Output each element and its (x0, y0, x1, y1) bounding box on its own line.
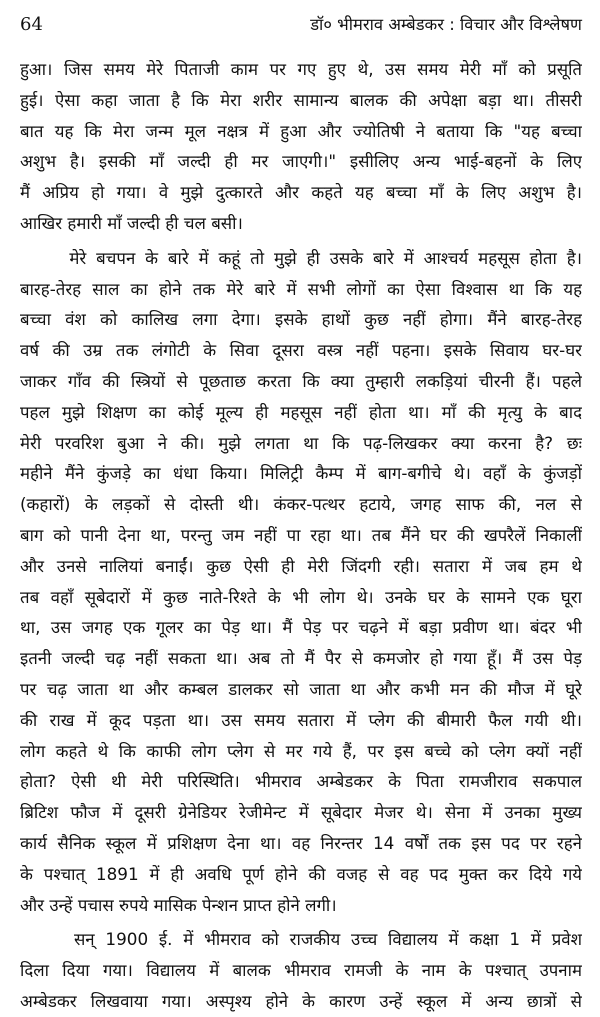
text-line: के पश्चात् 1891 में ही अवधि पूर्ण होने की वजह से वह पद मुक्त कर दिये गये (20, 863, 582, 884)
text-line: दिला दिया गया। विद्यालय में बालक भीमराव रामजी के नाम के पश्चात् उपनाम (20, 960, 582, 981)
text-line: बारह-तेरह साल का होने तक मेरे बारे में सभी लोगों का ऐसा विश्वास था कि यह (20, 278, 582, 299)
text-line: कार्य सैनिक स्कूल में प्रशिक्षण देना था। वह निरन्तर 14 वर्षों तक इस पद पर रहने (20, 832, 582, 853)
text-line: आखिर हमारी माँ जल्दी ही चल बसी। (20, 212, 243, 233)
text-line: सन् 1900 ई. में भीमराव को राजकीय उच्च विद्यालय में कक्षा 1 में प्रवेश (20, 929, 582, 950)
text-line: महीने मैंने कुंजड़े का धंधा किया। मिलिट्री कैम्प में बाग-बगीचे थे। वहाँ के कुंजड़ों (20, 463, 582, 484)
text-line: था, उस जगह एक गूलर का पेड़ था। मैं पेड़ पर चढ़ने में बड़ा प्रवीण था। बंदर भी (20, 617, 582, 638)
paragraph-3 (20, 924, 582, 1016)
text-line: इतनी जल्दी चढ़ नहीं सकता था। अब तो मैं पैर से कमजोर हो गया हूँ। मैं उस पेड़ (20, 648, 582, 669)
body-text (20, 54, 582, 1017)
text-line: बात यह कि मेरा जन्म मूल नक्षत्र में हुआ और ज्योतिषी ने बताया कि "यह बच्चा (20, 120, 582, 141)
text-line: पहल मुझे शिक्षण का कोई मूल्य ही महसूस नहीं होता था। माँ की मृत्यु के बाद (20, 401, 582, 422)
text-line: जाकर गाँव की स्त्रियों से पूछताछ करता कि क्या तुम्हारी लकड़ियां चीरनी हैं। पहले (20, 370, 582, 391)
text-line: हुई। ऐसा कहा जाता है कि मेरा शरीर सामान्य बालक की अपेक्षा बड़ा था। तीसरी (20, 89, 582, 110)
text-line: हुआ। जिस समय मेरे पिताजी काम पर गए हुए थे, उस समय मेरी माँ को प्रसूति (20, 59, 582, 79)
text-line: (कहारों) के लड़कों से दोस्ती थी। कंकर-पत्थर हटाये, जगह साफ की, नल से (20, 494, 582, 515)
text-line: मेरे बचपन के बारे में कहूं तो मुझे ही उसके बारे में आश्चर्य महसूस होता है। (20, 247, 582, 268)
text-line: ब्रिटिश फौज में दूसरी ग्रेनेडियर रेजीमेन्ट में सूबेदार मेजर थे। सेना में उनका मुख्य (20, 802, 582, 823)
text-line: मैं अप्रिय हो गया। वे मुझे दुत्कारते और कहते यह बच्चा माँ के लिए अशुभ है। (20, 182, 582, 203)
text-line: बच्चा वंश को कालिख लगा देगा। इसके हाथों कुछ नहीं होगा। मैंने बारह-तेरह (20, 309, 582, 330)
text-line: मेरी परवरिश बुआ ने की। मुझे लगता था कि पढ़-लिखकर क्या करना है? छः (20, 432, 582, 453)
page-header (0, 10, 600, 40)
text-line: बाग को पानी देना था, परन्तु जम नहीं पा रहा था। तब मैंने घर की खपरैलें निकालीं (20, 524, 582, 545)
text-line: की राख में कूद पड़ता था। उस समय सतारा में प्लेग की बीमारी फैल गयी थी। (20, 709, 582, 730)
paragraph-2 (20, 243, 582, 921)
text-line: अशुभ है। इसकी माँ जल्दी ही मर जाएगी।" इसीलिए अन्य भाई-बहनों के लिए (20, 151, 582, 172)
running-title: डॉ० भीमराव अम्बेडकर : विचार और विश्लेषण (310, 15, 582, 34)
text-line: और उनसे नालियां बनाईं। कुछ ऐसी ही मेरी जिंदगी रही। सतारा में जब हम थे (20, 555, 582, 576)
page-number: 64 (20, 14, 43, 35)
text-line: तब वहाँ सूबेदारों में कुछ नाते-रिश्ते के भी लोग थे। उनके घर के सामने एक घूरा (20, 586, 582, 607)
text-line: पर चढ़ जाता था और कम्बल डालकर सो जाता था और कभी मन की मौज में घूरे (20, 678, 582, 699)
text-line: होता? ऐसी थी मेरी परिस्थिति। भीमराव अम्बेडकर के पिता रामजीराव सकपाल (20, 771, 582, 792)
text-line: और उन्हें पचास रुपये मासिक पेन्शन प्राप्त होने लगी। (20, 894, 337, 915)
text-line: लोग कहते थे कि काफी लोग प्लेग से मर गये हैं, पर इस बच्चे को प्लेग क्यों नहीं (20, 740, 582, 761)
paragraph-1 (20, 54, 582, 239)
text-line: वर्ष की उम्र तक लंगोटी के सिवा दूसरा वस्त्र नहीं पहना। इसके सिवाय घर-घर (20, 340, 582, 361)
text-line: अम्बेडकर लिखवाया गया। अस्पृश्य होने के कारण उन्हें स्कूल में अन्य छात्रों से (20, 990, 582, 1011)
